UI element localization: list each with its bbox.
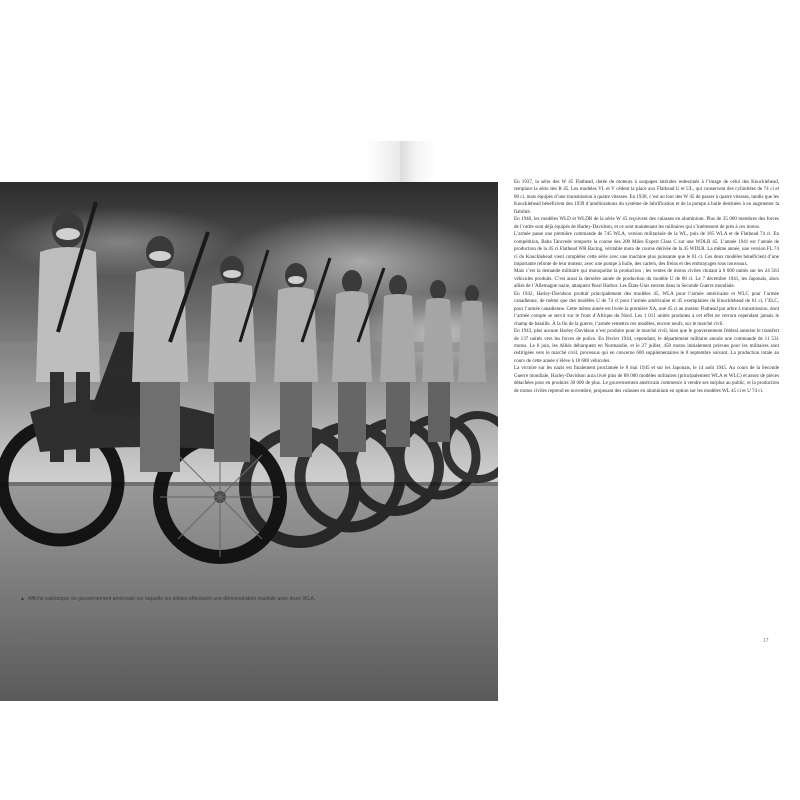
- paragraph: En 1940, les modèles WLD et WLDR de la série W 45 reçoivent des culasses en aluminium. Plus de 35 000 membres des forces de l’ordre sont déjà équipés de Harley-Davidson, et ce sont maintenant les militaires qui s’intéressent de près à ces motos.: [514, 216, 779, 230]
- photo-caption: [20, 596, 490, 603]
- body-text: [514, 179, 779, 395]
- caption-text: Affiche patriotique du gouvernement américain sur laquelle les pilotes effectuent une démonstration martiale avec leurs WLA.: [27, 596, 316, 602]
- paragraph: En 1937, la série des W 45 Flathead, dotée de moteurs à soupapes latérales redessinés à l’image de celui des Knucklehead, remplace la série des R 45. Les modèles VL et V cèdent la place aux Flathead U et UL, qui conservent des cylindrées de 74 ci et 80 ci, mais équipés d’une transmission à quatre vitesses. En 1938, c’est au tour des W 45 de passer à quatre vitesses, tandis que les Knucklehead bénéficient des 1939 d’améliorations du système de lubrification et de la pompe à huile destinées à en augmenter la fiabilité.: [514, 179, 779, 215]
- book-spread: [0, 141, 800, 658]
- page-number-left: 16: [21, 638, 27, 644]
- paragraph: Mais c’est la demande militaire qui monopolise la production ; les ventes de motos civiles chutant à 6 000 unités sur les 24 563 véhicules produits. C’est aussi la dernière année de production du modèle U de 80 ci. Le 7 décembre 1941, les Japonais, alors alliés de l’Allemagne nazie, attaquent Pearl Harbor. Les États-Unis entrent dans la Seconde Guerre mondiale.: [514, 268, 779, 290]
- photograph-icon: [0, 182, 498, 701]
- triangle-marker-icon: ▲: [20, 596, 25, 602]
- paragraph: L’armée passe une première commande de 745 WLA, version militarisée de la WL, puis de 185 WLA et de Flathead 74 ci. En compétition, Baba Tancrede remporte la course des 200 Miles Expert Class C sur une WDLR 45. L’année 1941 est l’année de production de la 45 ci Flathead WR Racing, véritable moto de course dérivée de la 45 WDLR. La même année, une version FL 74 ci du Knucklehead vient compléter cette série avec une machine plus puissante que le 61 ci. Ces deux modèles bénéficient d’une importante refonte de leur moteur, avec une pompe à huile, des carters, des freins et des embrayages tous nouveaux.: [514, 231, 779, 267]
- paragraph: La victoire sur les nazis est finalement proclamée le 8 mai 1945 et sur les Japonais, le 14 août 1945. Au cours de la Seconde Guerre mondiale, Harley-Davidson aura livré plus de 88 000 modèles militaires (principalement WLA et WLC) et assez de pièces détachées pour en produire 30 000 de plus. Le gouvernement américain commence à vendre ses surplus au public, et la production de motos civiles reprend en novembre, proposant des culasses en aluminium en option sur les modèles WL 45 ci et U 74 ci.: [514, 365, 779, 394]
- soldiers-on-motorcycles-photo: [0, 182, 498, 701]
- paragraph: En 1943, plus aucune Harley-Davidson n’est produite pour le marché civil, bien que le gouvernement fédéral autorise le transfert de 137 unités vers les forces de police. En février 1944, cependant, le département militaire annule une commande de 11 531 motos. Le 6 juin, les Alliés débarquent en Normandie, et le 27 juillet, 450 motos initialement prévues pour les militaires sont redirigées vers le marché civil, processus qui en concerne 600 supplémentaires le 8 septembre suivant. La production totale au cours de cette année s’élève à 18 688 véhicules.: [514, 328, 779, 364]
- paragraph: En 1942, Harley-Davidson produit principalement des modèles 45, WLA pour l’armée américaine et WLC pour l’armée canadienne, de même que des modèles U de 74 ci pour l’armée américaine et 45 exemplaires du Knucklehead de 61 ci, l’ELC, pour l’armée canadienne. Cette même année est livrée la première XA, une 45 ci au moteur Flathead par arbre à transmission, dont l’armée compte se servir sur le front d’Afrique du Nord. Les 1 011 unités produites à cet effet ne verront cependant jamais le champ de bataille. À la fin de la guerre, l’armée remettra ces modèles, encore neufs, sur le marché civil.: [514, 290, 779, 327]
- page-number-right: 17: [763, 638, 769, 644]
